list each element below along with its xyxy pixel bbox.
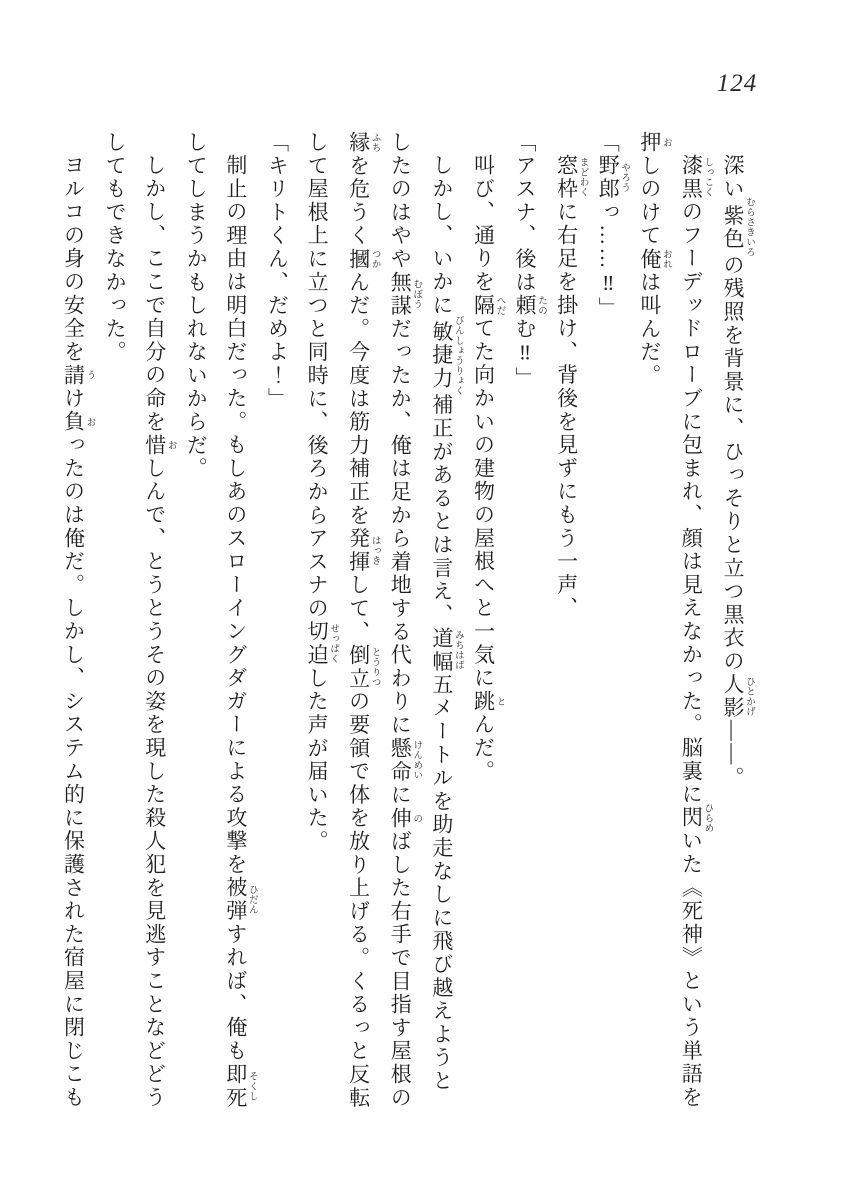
furigana-annotated-word: 漆黒 しっこく (679, 154, 713, 201)
furigana-annotated-word: 俺 おれ (637, 247, 671, 271)
furigana-annotated-word: 負 お (61, 410, 95, 434)
text-column-5: 窓枠 まどわくに右足を掛け、背後を見ずにもう一声、 (554, 154, 588, 621)
text-column-9: したのはやや無謀 むぼうだったか、俺は足から着地する代わりに懸命 けんめいに伸 のばした右手で目指す屋根の (388, 131, 422, 1110)
furigana-annotated-word: 摑 つか (346, 247, 380, 271)
furigana-annotated-word: 頼 たの (513, 294, 547, 318)
text-column-11: して屋根上に立つと同時に、後ろからアスナの切迫 せっぱくした声が届いた。 (305, 131, 339, 854)
furigana-annotated-word: 無謀 むぼう (388, 270, 422, 318)
furigana-annotated-word: 跳 と (471, 689, 505, 714)
furigana-annotated-word: 即死 そくし (223, 1062, 257, 1110)
text-column-10: 縁 ふちを危うく摑 つかんだ。今度は筋力補正を発揮 はっきして、倒立 とうりつの要領で体を放り上げる。くるっと反転 (346, 131, 380, 1110)
furigana-annotated-word: 発揮 はっき (346, 527, 380, 574)
page-number: 124 (716, 70, 758, 97)
text-column-17: ヨルコの身の安全を請 うけ負 おったのは俺だ。しかし、システム的に保護された宿屋に閉じこも (61, 154, 95, 1110)
text-column-1: 深い紫色 むらさきいろの残照を背景に、ひっそりと立つ黒衣の人影 ひとかげ――。 (721, 154, 754, 790)
text-column-16: してもできなかった。 (103, 131, 128, 364)
furigana-annotated-word: 惜 お (142, 433, 176, 457)
text-column-12: 「キリトくん、だめよ！」 (265, 131, 290, 411)
furigana-annotated-word: 道幅 みちはば (429, 626, 463, 674)
vertical-text-block (53, 131, 754, 1126)
furigana-annotated-word: 請 う (61, 363, 95, 388)
text-column-3: 押 おしのけて俺 おれは叫んだ。 (637, 131, 671, 388)
furigana-annotated-word: 隔 へだ (471, 293, 505, 318)
text-column-8: しかし、いかに敏捷力 びんしょうりょく補正があるとは言え、道幅 みちはば五メートルを助走なしに飛び越えようと (429, 154, 463, 1093)
furigana-annotated-word: 切迫 せっぱく (305, 620, 339, 667)
text-column-7: 叫び、通りを隔 へだてた向かいの建物の屋根へと一気に跳 とんだ。 (471, 154, 505, 784)
furigana-annotated-word: 閃 ひらめ (679, 803, 713, 834)
furigana-annotated-word: 人影 ひとかげ (721, 673, 754, 720)
text-column-14: してしまうかもしれないからだ。 (184, 131, 209, 481)
text-column-2: 漆黒 しっこくのフーデッドローブに包まれ、顔は見えなかった。脳裏に閃 ひらめいた《死神》という単語を (679, 154, 713, 1110)
text-column-15: しかし、ここで自分の命を惜 おしんで、とうとうその姿を現した殺人犯を見逃すことなどどう (142, 154, 176, 1110)
furigana-annotated-word: 紫色 むらさきいろ (721, 197, 754, 258)
furigana-annotated-word: 縁 ふち (346, 131, 380, 155)
furigana-annotated-word: 押 お (637, 131, 671, 155)
text-column-4: 「野郎 やろうっ……‼」 (596, 131, 630, 321)
text-column-13: 制止の理由は明白だった。もしあのスローイングダガーによる攻撃を被弾 ひだんすれば、俺も即死 そくし (223, 154, 257, 1110)
furigana-annotated-word: 窓枠 まどわく (554, 154, 588, 201)
furigana-annotated-word: 被弾 ひだん (223, 876, 257, 923)
furigana-annotated-word: 敏捷力 びんしょうりょく (429, 315, 463, 396)
furigana-annotated-word: 倒立 とうりつ (346, 643, 380, 691)
text-column-6: 「アスナ、後は頼 たのむ‼」 (513, 131, 547, 391)
furigana-annotated-word: 伸 の (388, 806, 422, 831)
furigana-annotated-word: 野郎 やろう (596, 154, 630, 201)
furigana-annotated-word: 懸命 けんめい (388, 736, 422, 784)
